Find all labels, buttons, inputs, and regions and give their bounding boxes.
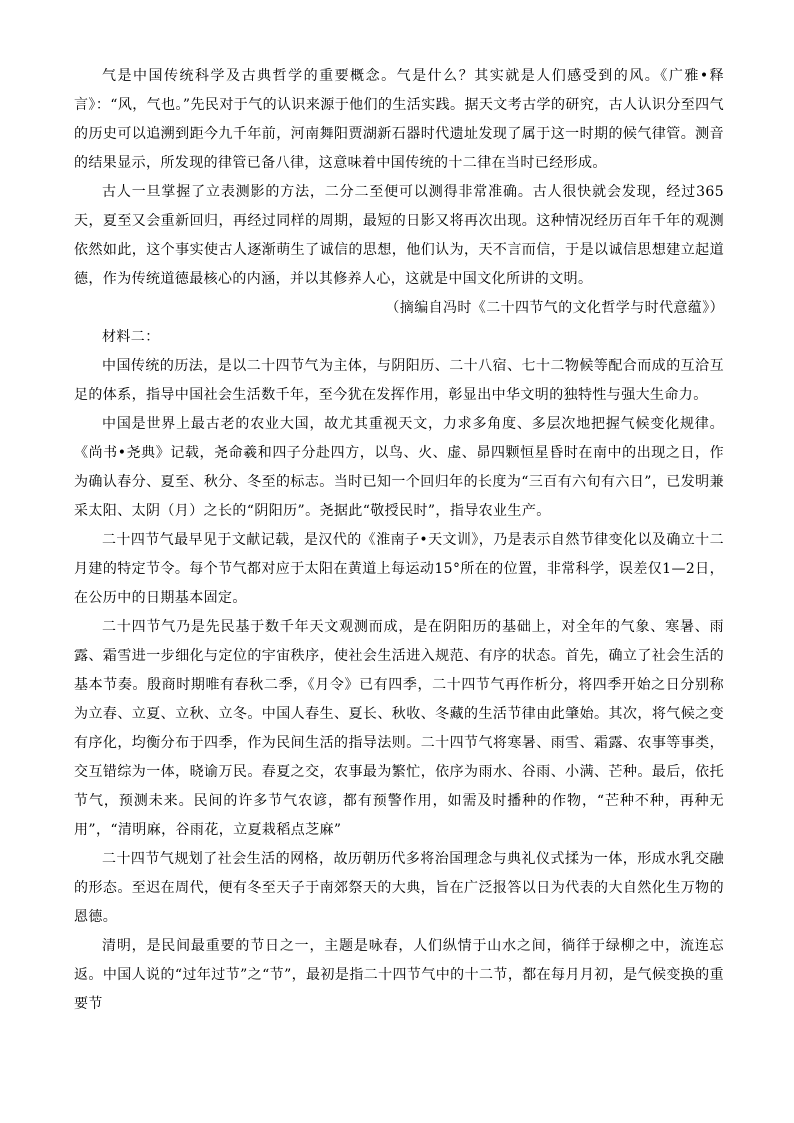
paragraph-intro-qi: 气是中国传统科学及古典哲学的重要概念。气是什么？其实就是人们感受到的风。《广雅•释言》：“风，气也。”先民对于气的认识来源于他们的生活实践。据天文考古学的研究，古人认识分至四气的历史可以追溯到距今九千年前，河南舞阳贾湖新石器时代遗址发现了属于这一时期的候气律管。测音的结果显示，所发现的律管已备八律，这意味着中国传统的十二律在当时已经形成。 [74,68,724,171]
paragraph-integrity: 古人一旦掌握了立表测影的方法，二分二至便可以测得非常准确。古人很快就会发现，经过365天，夏至又会重新回归，再经过同样的周期，最短的日影又将再次出现。这种情况经历百年千年的观测依然如此，这个事实使古人逐渐萌生了诚信的思想，他们认为，天不言而信，于是以诚信思想建立起道德，作为传统道德最核心的内涵，并以其修养人心，这就是中国文化所讲的文明。 [74,184,724,287]
document-body [74,62,724,1019]
paragraph-cosmic-order: 二十四节气乃是先民基于数千年天文观测而成，是在阴阳历的基础上，对全年的气象、寒暑、雨露、霜雪进一步细化与定位的宇宙秩序，使社会生活进入规范、有序的状态。首先，确立了社会生活的基本节奏。殷商时期唯有春秋二季，《月令》已有四季，二十四节气再作析分，将四季开始之日分别称为立春、立夏、立秋、立冬。中国人春生、夏长、秋收、冬藏的生活节律由此肇始。其次，将气候之变有序化，均衡分布于四季，作为民间生活的指导法则。二十四节气将寒暑、雨雪、霜露、农事等事类，交互错综为一体，晓谕万民。春夏之交，农事最为繁忙，依序为雨水、谷雨、小满、芒种。最后，依托节气，预测未来。民间的许多节气农谚，都有预警作用，如需及时播种的作物，“芒种不种，再种无用”，“清明麻，谷雨花，立夏栽稻点芝麻” [74,619,724,838]
paragraph-social-grid: 二十四节气规划了社会生活的网格，故历朝历代多将治国理念与典礼仪式揉为一体，形成水乳交融的形态。至迟在周代，便有冬至天子于南郊祭天的大典，旨在广泛报答以日为代表的大自然化生万物的恩德。 [74,851,724,925]
paragraph-qingming: 清明，是民间最重要的节日之一，主题是咏春，人们纵情于山水之间，徜徉于绿柳之中，流连忘返。中国人说的“过年过节”之“节”，最初是指二十四节气中的十二节，都在每月月初，是气候变换的重要节 [74,938,724,1012]
paragraph-calendar-system: 中国传统的历法，是以二十四节气为主体，与阴阳历、二十八宿、七十二物候等配合而成的互洽互足的体系，指导中国社会生活数千年，至今犹在发挥作用，彰显出中华文明的独特性与强大生命力。 [74,358,724,403]
paragraph-huainanzi: 二十四节气最早见于文献记载，是汉代的《淮南子•天文训》，乃是表示自然节律变化以及确立十二月建的特定节令。每个节气都对应于太阳在黄道上每运动15°所在的位置，非常科学，误差仅1—2日，在公历中的日期基本固定。 [74,532,724,606]
paragraph-agriculture: 中国是世界上最古老的农业大国，故尤其重视天文，力求多角度、多层次地把握气候变化规律。《尚书•尧典》记载，尧命羲和四子分赴四方，以鸟、火、虚、昴四颗恒星昏时在南中的出现之日，作为确认春分、夏至、秋分、冬至的标志。当时已知一个回归年的长度为“三百有六旬有六日”，已发明兼采太阳、太阴（月）之长的“阴阳历”。尧据此“敬授民时”，指导农业生产。 [74,416,724,519]
source-citation: （摘编自冯时《二十四节气的文化哲学与时代意蕴》） [385,300,724,316]
material-two-heading: 材料二： [102,329,160,345]
